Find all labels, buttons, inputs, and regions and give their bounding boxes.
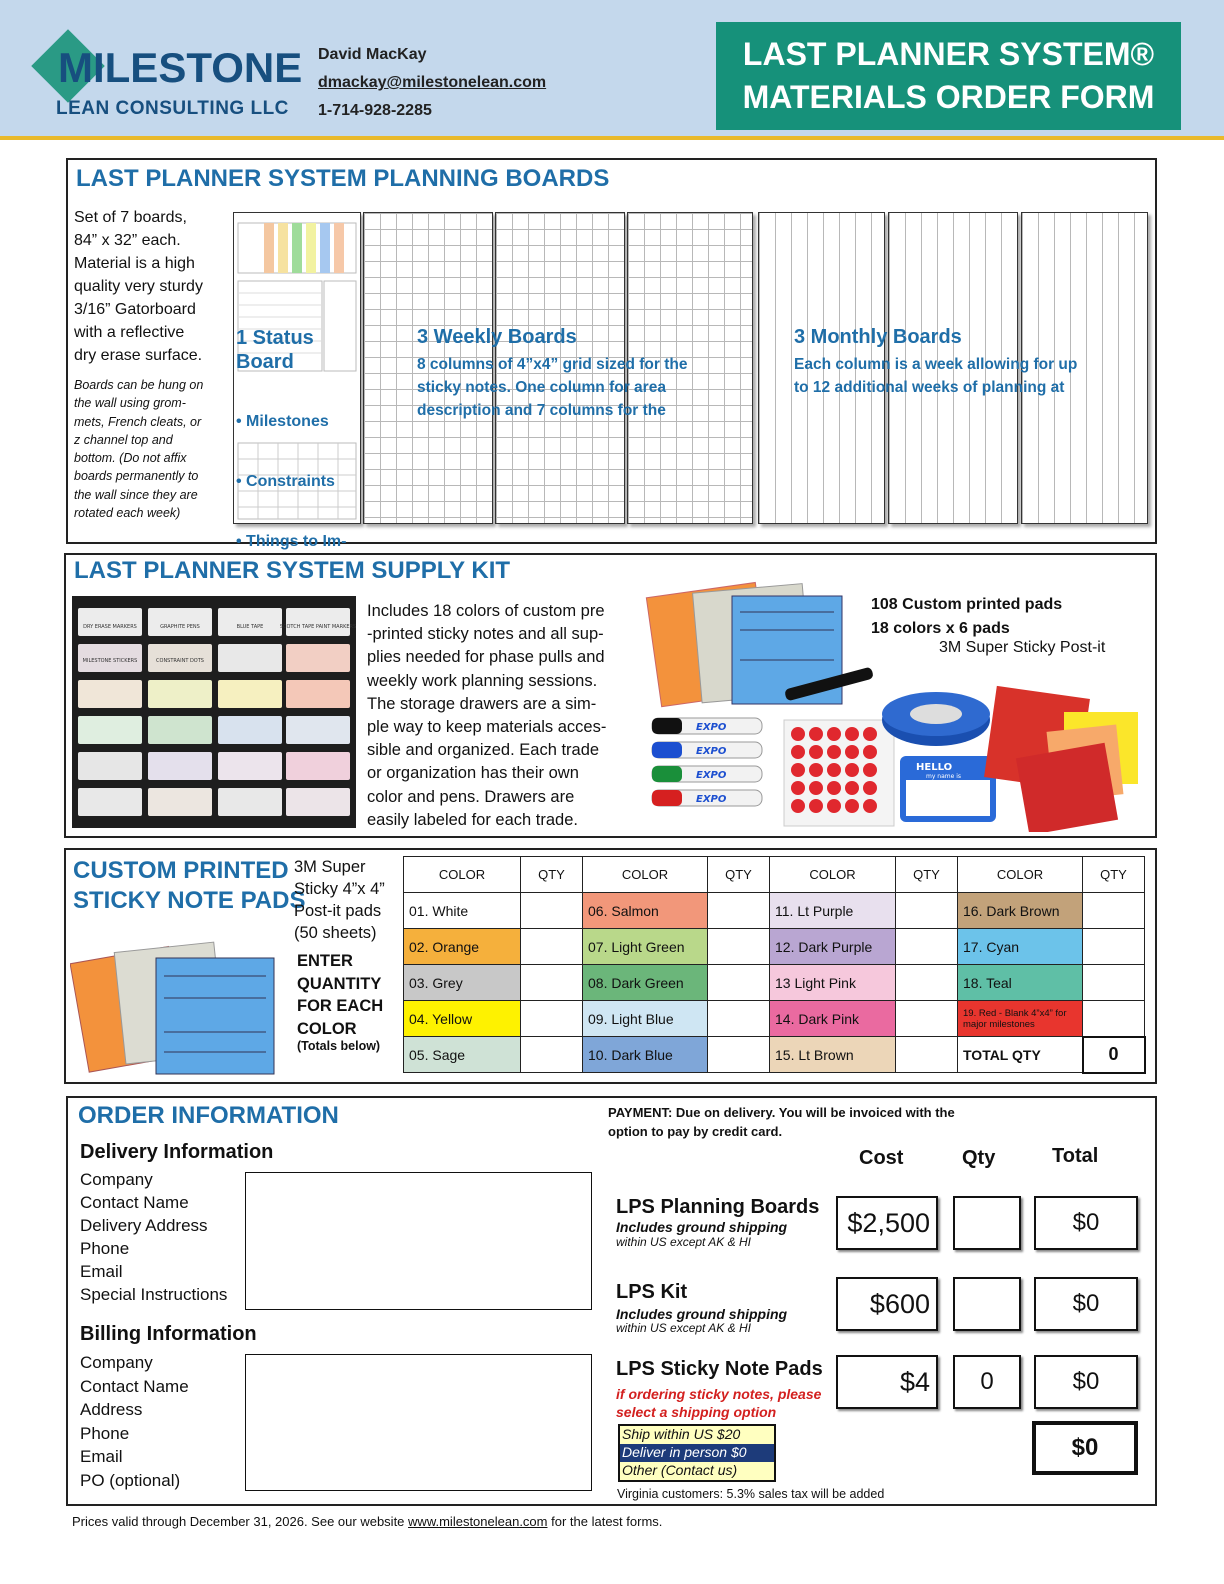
item-cost: $600 [836, 1277, 938, 1331]
color-cell: 10. Dark Blue [583, 1037, 708, 1073]
kit-desc-line: ple way to keep materials acces- [367, 718, 607, 737]
drawer-label-text: DRY ERASE MARKERS [83, 624, 137, 630]
sticky-title-line: CUSTOM PRINTED [73, 857, 289, 884]
weekly-desc-line: sticky notes. One column for area [417, 379, 666, 396]
payment-line: option to pay by credit card. [608, 1124, 783, 1139]
totals-note: (Totals below) [297, 1039, 381, 1053]
kit-description [367, 600, 606, 832]
sticky-color-qty-table [403, 856, 1146, 1074]
color-cell: 17. Cyan [958, 929, 1083, 965]
status-item: • Milestones [236, 413, 329, 430]
kit-desc-line: weekly work planning sessions. [367, 671, 598, 690]
field-label: Contact Name [80, 1376, 189, 1396]
storage-drawers-image [72, 596, 356, 828]
status-title-line: Board [236, 351, 294, 373]
qty-input-cell[interactable] [896, 929, 958, 965]
website-link[interactable]: www.milestonelean.com [408, 1514, 548, 1529]
field-label: PO (optional) [80, 1470, 181, 1490]
status-title-line: 1 Status [236, 327, 314, 349]
kit-desc-line: The storage drawers are a sim- [367, 694, 597, 713]
marker-brand-text: EXPO [696, 722, 727, 733]
color-header: COLOR [404, 857, 521, 893]
field-label: Delivery Address [80, 1216, 208, 1235]
item-name: LPS Kit [616, 1281, 688, 1303]
sticky-notes-description [294, 856, 385, 944]
payment-note [608, 1103, 955, 1141]
qty-header: Qty [962, 1147, 996, 1169]
enter-line: COLOR [297, 1019, 357, 1038]
note-line: mets, French cleats, or [74, 414, 202, 429]
color-cell: 16. Dark Brown [958, 893, 1083, 929]
qty-input-cell[interactable] [896, 965, 958, 1001]
note-line: Boards can be hung on [74, 378, 204, 392]
delivery-field-labels [80, 1168, 227, 1306]
qty-header: QTY [896, 857, 958, 893]
qty-input-cell[interactable] [1083, 929, 1145, 965]
color-header: COLOR [770, 857, 896, 893]
cost-header: Cost [859, 1147, 904, 1169]
logo-main-text: MILESTONE [58, 44, 303, 91]
item-name: LPS Sticky Note Pads [616, 1358, 823, 1380]
billing-field-labels [80, 1351, 189, 1493]
billing-info-title: Billing Information [80, 1323, 257, 1345]
kit-pads-info [871, 593, 1062, 641]
boards-desc-line: Set of 7 boards, [74, 209, 187, 226]
qty-input-cell[interactable] [708, 965, 770, 1001]
status-item: • Things to Im- [236, 533, 347, 550]
shipping-options [618, 1424, 776, 1482]
sticky-pads-graphic [70, 924, 286, 1076]
item-note: within US except AK & HI [616, 1235, 751, 1249]
note-line: the wall since they are [74, 487, 198, 502]
delivery-info-input[interactable] [245, 1172, 592, 1310]
monthly-desc-line: Each column is a week allowing for up [794, 356, 1078, 373]
item-qty-input[interactable] [953, 1196, 1021, 1250]
item-qty-input[interactable] [953, 1277, 1021, 1331]
total-qty-value: 0 [1083, 1037, 1145, 1073]
item-qty-input[interactable]: 0 [953, 1355, 1021, 1409]
form-title-line1: LAST PLANNER SYSTEM® [742, 36, 1155, 72]
qty-input-cell[interactable] [896, 893, 958, 929]
boards-desc-line: 84” x 32” each. [74, 232, 181, 249]
table-row [404, 929, 1145, 965]
item-note: if ordering sticky notes, please [616, 1386, 822, 1402]
color-cell: 09. Light Blue [583, 1001, 708, 1037]
sticky-notes-title [73, 856, 305, 916]
grand-total: $0 [1032, 1421, 1138, 1475]
supply-kit-title: LAST PLANNER SYSTEM SUPPLY KIT [74, 557, 511, 584]
shipping-option-in-person[interactable]: Deliver in person $0 [620, 1444, 774, 1462]
qty-input-cell[interactable] [521, 1001, 583, 1037]
total-qty-label: TOTAL QTY [958, 1037, 1083, 1073]
note-line: bottom. (Do not affix [74, 451, 187, 466]
boards-desc-line: with a reflective [74, 324, 185, 341]
weekly-boards-label: 3 Weekly Boards [417, 326, 577, 348]
qty-input-cell[interactable] [1083, 965, 1145, 1001]
item-note: Includes ground shipping [616, 1306, 788, 1322]
table-row [404, 1037, 1145, 1073]
note-line: boards permanently to [74, 469, 199, 484]
sticky-title-line: STICKY NOTE PADS [73, 887, 306, 914]
logo-sub-text: LEAN CONSULTING LLC [56, 98, 289, 119]
item-note: Includes ground shipping [616, 1219, 788, 1235]
kit-desc-line: or organization has their own [367, 764, 579, 783]
qty-input-cell[interactable] [1083, 1001, 1145, 1037]
enter-quantity-instructions [297, 950, 383, 1040]
billing-info-input[interactable] [245, 1354, 592, 1491]
field-label: Address [80, 1400, 143, 1420]
planning-boards-title: LAST PLANNER SYSTEM PLANNING BOARDS [76, 165, 610, 192]
sticky-desc-line: (50 sheets) [294, 924, 377, 942]
item-total: $0 [1034, 1196, 1138, 1250]
drawer-label-text: CONSTRAINT DOTS [156, 658, 204, 664]
sticky-desc-line: Sticky 4”x 4” [294, 880, 385, 898]
kit-desc-line: -printed sticky notes and all sup- [367, 625, 604, 644]
color-cell: 12. Dark Purple [770, 929, 896, 965]
monthly-boards-label: 3 Monthly Boards [794, 326, 962, 348]
payment-line: PAYMENT: Due on delivery. You will be invoiced with the [608, 1105, 955, 1120]
color-cell: 13 Light Pink [770, 965, 896, 1001]
drawer-label-text: MILESTONE STICKERS [82, 658, 138, 664]
footer-note [72, 1514, 662, 1529]
field-label: Special Instructions [80, 1285, 228, 1304]
color-cell: 04. Yellow [404, 1001, 521, 1037]
boards-desc-line: 3/16” Gatorboard [74, 301, 196, 318]
marker-brand-text: EXPO [696, 794, 727, 805]
qty-input-cell[interactable] [708, 893, 770, 929]
drawer-label-text: BLUE TAPE [236, 624, 264, 630]
qty-input-cell[interactable] [1083, 893, 1145, 929]
boards-desc-line: dry erase surface. [74, 347, 203, 364]
shipping-option-us[interactable]: Ship within US $20 [620, 1426, 774, 1444]
qty-input-cell[interactable] [521, 965, 583, 1001]
field-label: Email [80, 1447, 123, 1467]
color-cell: 14. Dark Pink [770, 1001, 896, 1037]
item-total: $0 [1034, 1277, 1138, 1331]
qty-input-cell[interactable] [708, 1001, 770, 1037]
color-cell: 19. Red - Blank 4”x4” for major milestones [958, 1001, 1083, 1037]
qty-input-cell[interactable] [896, 1037, 958, 1073]
qty-header: QTY [1083, 857, 1145, 893]
weekly-boards-desc [417, 353, 687, 422]
status-item: • Constraints [236, 473, 335, 490]
storage-drawers-graphic [72, 596, 356, 828]
color-cell: 07. Light Green [583, 929, 708, 965]
company-logo [38, 30, 303, 126]
note-line: the wall using grom- [74, 396, 186, 411]
item-note: select a shipping option [616, 1404, 777, 1420]
item-name: LPS Planning Boards [616, 1196, 820, 1218]
color-cell: 15. Lt Brown [770, 1037, 896, 1073]
color-cell: 06. Salmon [583, 893, 708, 929]
contact-phone: 1-714-928-2285 [318, 102, 432, 119]
enter-line: FOR EACH [297, 997, 384, 1015]
qty-input-cell[interactable] [708, 1037, 770, 1073]
table-header-row [404, 857, 1145, 893]
drawer-label-text: GRAPHITE PENS [160, 624, 200, 630]
shipping-option-other[interactable]: Other (Contact us) [620, 1462, 774, 1480]
drawer-label-text: SCOTCH TAPE PAINT MARKERS [279, 624, 356, 630]
tax-note: Virginia customers: 5.3% sales tax will be added [617, 1487, 885, 1501]
weekly-desc-line: 8 columns of 4”x4” grid sized for the [417, 356, 688, 373]
note-line: rotated each week) [74, 506, 181, 521]
color-header: COLOR [958, 857, 1083, 893]
order-info-title: ORDER INFORMATION [78, 1102, 339, 1129]
monthly-desc-line: to 12 additional weeks of planning at [794, 379, 1065, 396]
note-line: z channel top and [74, 432, 173, 447]
kit-desc-line: Includes 18 colors of custom pre [367, 602, 605, 620]
kit-desc-line: easily labeled for each trade. [367, 810, 578, 829]
marker-brand-text: EXPO [696, 770, 727, 781]
weekly-desc-line: description and 7 columns for the [417, 402, 666, 419]
item-cost: $4 [836, 1355, 938, 1409]
qty-header: QTY [708, 857, 770, 893]
monthly-boards-desc [794, 353, 1077, 399]
footer-text: for the latest forms. [551, 1514, 663, 1529]
qty-input-cell[interactable] [521, 1037, 583, 1073]
contact-email-link[interactable]: dmackay@milestonelean.com [318, 74, 547, 91]
kit-pads-brand: 3M Super Sticky Post-it [939, 639, 1106, 656]
table-row [404, 1001, 1145, 1037]
qty-input-cell[interactable] [521, 929, 583, 965]
name-tag-text: HELLO [916, 762, 953, 773]
field-label: Contact Name [80, 1193, 189, 1212]
boards-hanging-note [74, 376, 203, 522]
item-cost: $2,500 [836, 1196, 938, 1250]
sticky-desc-line: 3M Super [294, 858, 366, 876]
boards-desc-line: quality very sturdy [74, 278, 203, 295]
qty-input-cell[interactable] [708, 929, 770, 965]
enter-line: ENTER [297, 952, 353, 970]
boards-description [74, 206, 203, 367]
kit-desc-line: sible and organized. Each trade [367, 741, 600, 760]
field-label: Phone [80, 1239, 130, 1258]
qty-header: QTY [521, 857, 583, 893]
marker-brand-text: EXPO [696, 746, 727, 757]
name-tag-subtext: my name is [926, 773, 962, 780]
contact-name: David MacKay [318, 46, 427, 63]
color-cell: 05. Sage [404, 1037, 521, 1073]
color-header: COLOR [583, 857, 708, 893]
field-label: Email [80, 1262, 123, 1281]
form-title [716, 22, 1181, 130]
kit-desc-line: plies needed for phase pulls and [367, 648, 605, 667]
item-note: within US except AK & HI [616, 1321, 751, 1335]
item-total: $0 [1034, 1355, 1138, 1409]
status-board-label [236, 326, 314, 374]
field-label: Company [80, 1353, 153, 1372]
kit-pads-line: 18 colors x 6 pads [871, 620, 1010, 637]
kit-desc-line: color and pens. Drawers are [367, 787, 575, 806]
color-cell: 11. Lt Purple [770, 893, 896, 929]
form-title-line2: MATERIALS ORDER FORM [742, 79, 1155, 115]
kit-pads-line: 108 Custom printed pads [871, 596, 1063, 613]
field-label: Company [80, 1170, 153, 1189]
color-cell: 03. Grey [404, 965, 521, 1001]
footer-text: Prices valid through December 31, 2026. See our website [72, 1514, 405, 1529]
table-row [404, 893, 1145, 929]
color-cell: 18. Teal [958, 965, 1083, 1001]
color-cell: 08. Dark Green [583, 965, 708, 1001]
color-cell: 02. Orange [404, 929, 521, 965]
enter-line: QUANTITY [297, 974, 382, 993]
total-header: Total [1052, 1145, 1099, 1167]
boards-desc-line: Material is a high [74, 255, 195, 272]
table-row [404, 965, 1145, 1001]
qty-input-cell[interactable] [521, 893, 583, 929]
qty-input-cell[interactable] [896, 1001, 958, 1037]
color-cell: 01. White [404, 893, 521, 929]
sticky-desc-line: Post-it pads [294, 902, 382, 920]
field-label: Phone [80, 1423, 130, 1443]
sticky-pads-image [70, 924, 286, 1076]
delivery-info-title: Delivery Information [80, 1141, 274, 1163]
